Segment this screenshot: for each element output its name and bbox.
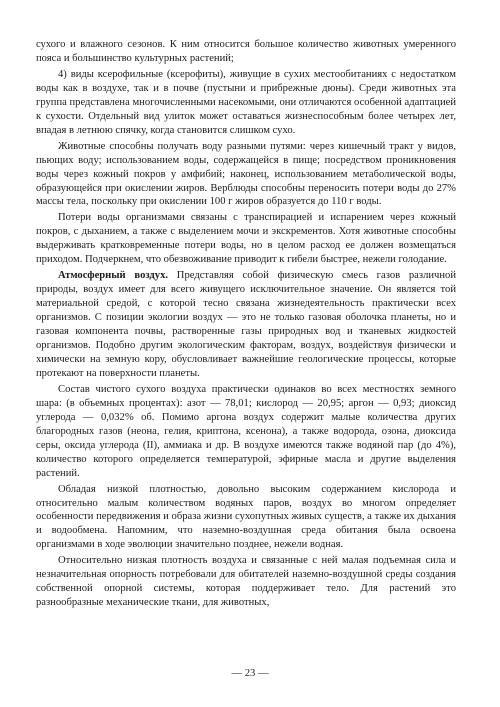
paragraph-text: 4) виды ксерофильные (ксерофиты), живущие в сухих местообитаниях с недостатком воды как в воздухе, так и в почве (пустыни и прибрежные дюны). Среди животных эта группа представлена многочисленными насекомыми, они отличаются особенной адаптацией к сухости. Отдельный вид улиток может оставаться жизнеспособным более четырех лет, впадая в летнюю спячку, когда становится слишком сухо. (36, 68, 456, 136)
paragraph (36, 383, 456, 481)
paragraph (36, 554, 456, 610)
paragraph-text: Животные способны получать воду разными путями: через кишечный тракт у видов, пьющих воду; использованием воды, содержащейся в пище; посредством проникновения воды через кожный покров у амфибий; наконец, использованием метаболической воды, образующейся при окислении жиров. Верблюды способны переносить потери воды до 27% массы тела, поскольку при окислении 100 г жиров образуется до 110 г воды. (36, 140, 456, 208)
page-number: — 23 — (231, 668, 269, 679)
paragraph-text: Представляя собой физическую смесь газов различной природы, воздух имеет для всего живущего исключительное значение. Он является той материальной средой, с которой тесно связана жизнедеятельность практически всех организмов. С позиции экологии воздух — это не только газовая оболочка планеты, но и газовая компонента почвы, растворенные газы природных вод и тканевых жидкостей организмов. Подобно другим экологическим факторам, воздух, воздействуя физически и химически на земную кору, обусловливает важнейшие геологические процессы, которые протекают на поверхности планеты. (36, 270, 456, 379)
paragraph (36, 68, 456, 138)
paragraph-text: Состав чистого сухого воздуха практически одинаков во всех местностях земного шара: (в объемных процентах): азот — 78,01; кислород — 20,95; аргон — 0,93; диоксид углерода — 0,032% об. Помимо аргона воздух содержит малые количества других благородных газов (неона, гелия, криптона, ксенона), а также водорода, озона, диоксида серы, оксида углерода (II), аммиака и др. В воздухе имеются также водяной пар (до 4%), количество которого определяется температурой, эфирные масла и другие выделения растений. (36, 383, 456, 479)
paragraph-text: сухого и влажного сезонов. К ним относится большое количество животных умеренного пояса и большинство культурных растений; (36, 39, 456, 64)
paragraph (36, 483, 456, 553)
paragraph-text: Потери воды организмами связаны с транспирацией и испарением через кожный покров, с дыханием, а также с выделением мочи и экскрементов. Хотя животные способны выдерживать кратковременные потери воды, но в целом расход ее должен возмещаться приходом. Подчеркнем, что обезвоживание приводит к гибели быстрее, нежели голодание. (36, 212, 456, 266)
paragraph (36, 38, 456, 66)
paragraph-text: Обладая низкой плотностью, довольно высоким содержанием кислорода и относительно малым количеством водяных паров, воздух во многом определяет особенности передвижения и образа жизни сухопутных живых существ, а также их дыхания и водообмена. Напомним, что наземно-воздушная среда обитания была освоена организмами в ходе эволюции значительно позднее, нежели водная. (36, 483, 456, 551)
body-text (36, 38, 456, 610)
paragraph (36, 269, 456, 381)
paragraph (36, 140, 456, 210)
paragraph-lead: Атмосферный воздух. (58, 270, 169, 282)
paragraph-text: Относительно низкая плотность воздуха и связанные с ней малая подъемная сила и незначительная опорность потребовали для обитателей наземно-воздушной среды создания собственной опорной системы, которая поддерживает тело. Для растений это разнообразные механические ткани, для животных, (36, 555, 456, 609)
paragraph (36, 211, 456, 267)
